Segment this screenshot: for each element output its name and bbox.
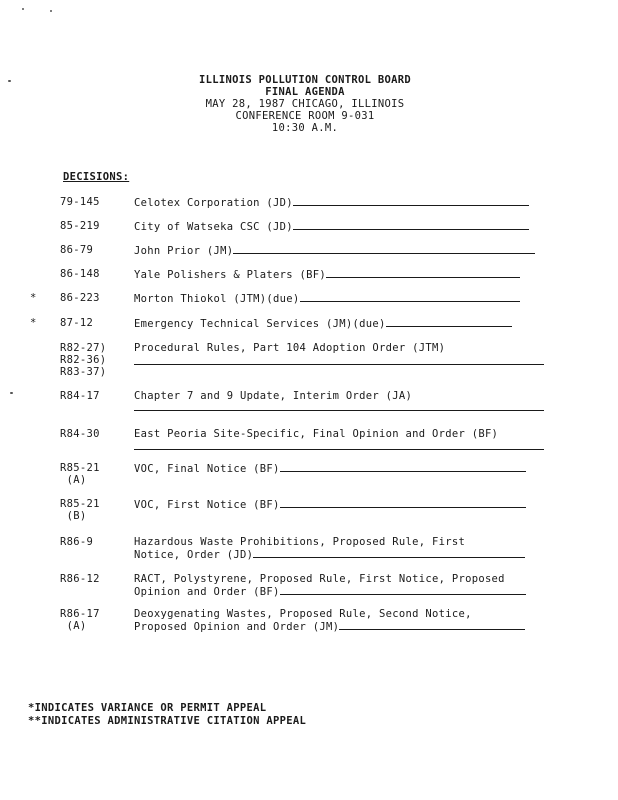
agenda-item [30,573,590,599]
agenda-item [30,268,590,282]
item-description [134,573,574,598]
docket-line: R85-21 [60,462,100,474]
item-description-text: Celotex Corporation (JD) [134,197,293,209]
item-description [134,462,574,475]
board-title: ILLINOIS POLLUTION CONTROL BOARD [199,74,411,86]
docket-line: (A) [66,474,87,486]
item-description-text: John Prior (JM) [134,245,234,257]
signature-line [300,292,520,302]
agenda-item [30,498,590,524]
agenda-title: FINAL AGENDA [265,86,345,98]
agenda-item [30,390,590,414]
docket-line: R86-17 [60,608,100,620]
signature-line [134,449,544,450]
item-description [134,536,574,561]
item-description: Chapter 7 and 9 Update, Interim Order (JA) [134,390,413,402]
agenda-item [30,317,590,331]
docket-line: R82-36) [60,354,107,366]
item-marker: * [30,292,37,304]
signature-line [386,317,512,327]
docket-number [60,342,140,378]
item-description-text: Yale Polishers & Platers (BF) [134,269,327,281]
agenda-item [30,342,590,378]
docket-number: R86-9 [60,536,94,548]
scan-speck [22,8,24,10]
meeting-time: 10:30 A.M. [271,122,339,134]
signature-line [280,585,526,595]
docket-number [60,498,140,522]
item-description [134,244,574,257]
decisions-heading: DECISIONS: [63,171,130,183]
docket-line: R82-27) [60,342,107,354]
signature-line [293,220,529,230]
agenda-item [30,220,590,234]
docket-line: (B) [66,510,87,522]
item-description-text: Hazardous Waste Prohibitions, Proposed Rule, First [134,536,466,548]
item-description-text: Emergency Technical Services (JM)(due) [134,318,386,330]
docket-number: 86-148 [60,268,100,280]
docket-number: 86-79 [60,244,94,256]
item-description-text: Proposed Opinion and Order (JM) [134,621,340,633]
signature-line [134,410,544,411]
agenda-item [30,608,590,634]
item-description-text: City of Watseka CSC (JD) [134,221,293,233]
docket-number: 86-223 [60,292,100,304]
legend-citation: **INDICATES ADMINISTRATIVE CITATION APPEAL [28,715,307,727]
signature-line [293,196,529,206]
agenda-header [140,74,470,134]
signature-line [233,244,535,254]
signature-line [134,364,544,365]
meeting-room: CONFERENCE ROOM 9-031 [235,110,375,122]
scan-speck [10,392,13,394]
item-marker: * [30,317,37,329]
item-description-text: Notice, Order (JD) [134,549,254,561]
docket-number: 85-219 [60,220,100,232]
item-description [134,317,574,330]
docket-line: R85-21 [60,498,100,510]
docket-number: R84-17 [60,390,100,402]
signature-line [280,462,526,472]
scan-speck [8,80,11,82]
docket-number [60,608,140,632]
item-description [134,608,574,633]
item-description: Procedural Rules, Part 104 Adoption Order (JTM) [134,342,446,354]
docket-number: 87-12 [60,317,94,329]
agenda-item [30,244,590,258]
signature-line [326,268,520,278]
docket-number: R86-12 [60,573,100,585]
meeting-date-location: MAY 28, 1987 CHICAGO, ILLINOIS [205,98,405,110]
item-description [134,268,574,281]
docket-number [60,462,140,486]
item-description-text: VOC, First Notice (BF) [134,499,280,511]
agenda-item [30,462,590,488]
agenda-item [30,196,590,210]
docket-number: R84-30 [60,428,100,440]
item-description: East Peoria Site-Specific, Final Opinion and Order (BF) [134,428,499,440]
docket-number: 79-145 [60,196,100,208]
scan-speck [50,10,52,12]
item-description [134,498,574,511]
item-description-text: RACT, Polystyrene, Proposed Rule, First Notice, Proposed [134,573,505,585]
docket-line: (A) [66,620,87,632]
agenda-item [30,428,590,452]
legend-variance: *INDICATES VARIANCE OR PERMIT APPEAL [28,702,267,714]
item-description-text: VOC, Final Notice (BF) [134,463,280,475]
agenda-item [30,292,590,306]
docket-line: R83-37) [60,366,107,378]
item-description [134,220,574,233]
item-description-text: Deoxygenating Wastes, Proposed Rule, Second Notice, [134,608,472,620]
signature-line [339,620,525,630]
agenda-item [30,536,590,562]
signature-line [280,498,526,508]
agenda-legend [28,702,306,728]
signature-line [253,548,525,558]
item-description [134,292,574,305]
item-description-text: Morton Thiokol (JTM)(due) [134,293,300,305]
item-description-text: Opinion and Order (BF) [134,586,280,598]
item-description [134,196,574,209]
